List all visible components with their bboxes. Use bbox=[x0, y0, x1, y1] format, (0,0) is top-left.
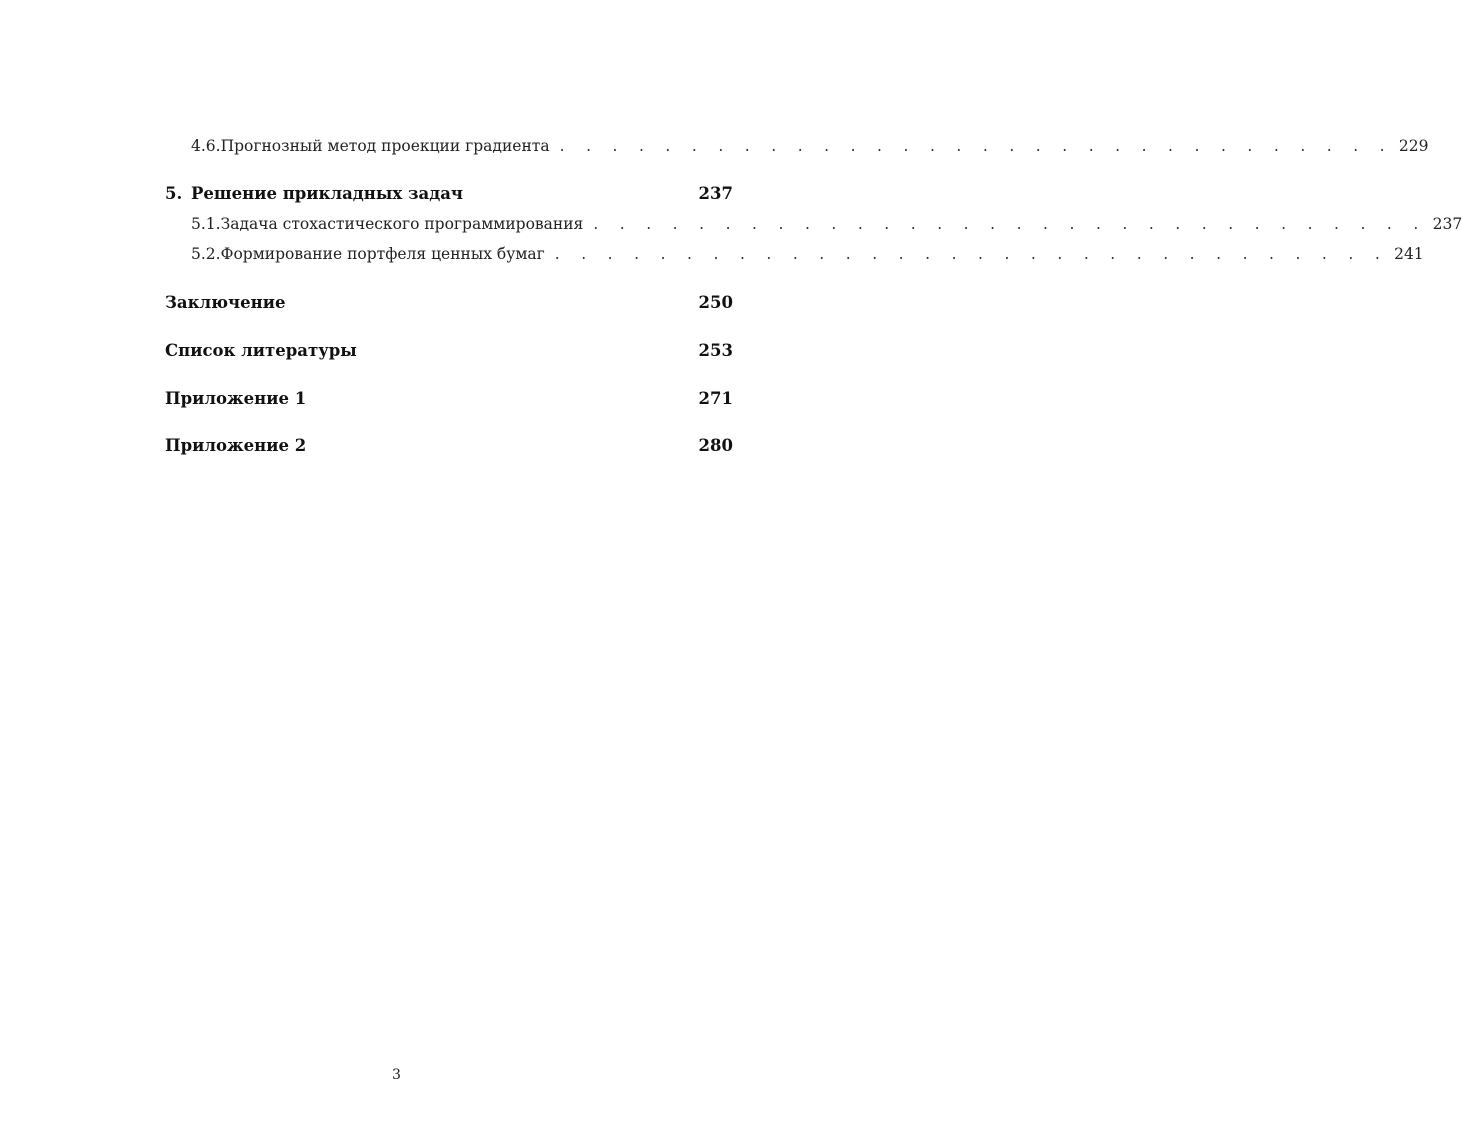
dot-leader: . . . . . . . . . . . . . . . . . . . . . . . . . . . . . . . . bbox=[554, 245, 1389, 263]
toc-chapter-5[interactable] bbox=[165, 184, 733, 203]
toc-entry-4-6[interactable] bbox=[191, 137, 1429, 155]
dot-leader: . . . . . . . . . . . . . . . . . . . . . . . . . . . . . . . . bbox=[559, 137, 1393, 155]
toc-appendix-1[interactable] bbox=[165, 389, 733, 408]
toc-entry-5-1[interactable] bbox=[191, 215, 1462, 233]
section-title: Формирование портфеля ценных бумаг bbox=[220, 245, 545, 263]
page-number: 3 bbox=[392, 1067, 401, 1083]
chapter-title: Список литературы bbox=[165, 341, 357, 360]
toc-appendix-2[interactable] bbox=[165, 436, 733, 455]
page-ref: 280 bbox=[698, 436, 733, 455]
chapter-title: Приложение 1 bbox=[165, 389, 307, 408]
dot-leader: . . . . . . . . . . . . . . . . . . . . . . . . . . . . . . . . bbox=[593, 215, 1427, 233]
page-ref: 237 bbox=[1432, 215, 1462, 233]
chapter-number: 5. bbox=[165, 184, 183, 203]
section-number: 5.1. bbox=[191, 215, 221, 233]
page-ref: 250 bbox=[698, 293, 733, 312]
page-ref: 237 bbox=[698, 184, 733, 203]
section-title: Прогнозный метод проекции градиента bbox=[220, 137, 550, 155]
toc-entry-5-2[interactable] bbox=[191, 245, 1424, 263]
chapter-title: Приложение 2 bbox=[165, 436, 307, 455]
chapter-title: Заключение bbox=[165, 293, 286, 312]
toc-references[interactable] bbox=[165, 341, 733, 360]
page-ref: 229 bbox=[1398, 137, 1429, 155]
toc-conclusion[interactable] bbox=[165, 293, 733, 312]
page-ref: 241 bbox=[1394, 245, 1424, 263]
section-number: 4.6. bbox=[191, 137, 221, 155]
page-ref: 271 bbox=[698, 389, 733, 408]
page-ref: 253 bbox=[698, 341, 733, 360]
chapter-title: Решение прикладных задач bbox=[191, 184, 463, 203]
section-title: Задача стохастического программирования bbox=[220, 215, 584, 233]
section-number: 5.2. bbox=[191, 245, 221, 263]
